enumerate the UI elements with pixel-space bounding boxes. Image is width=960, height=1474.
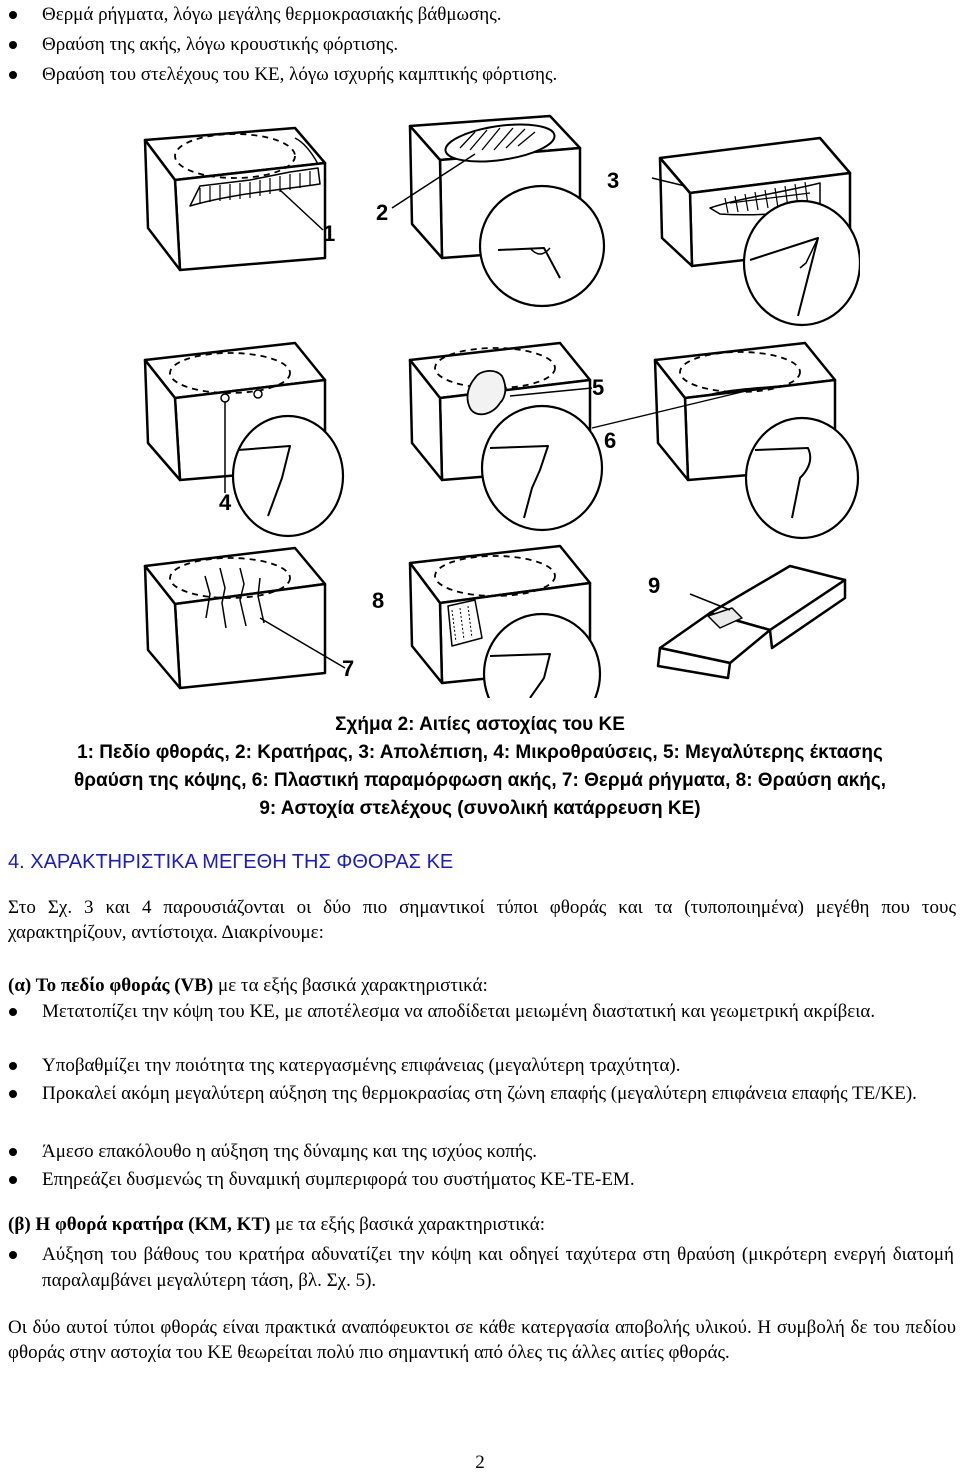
figure-label-5: 5: [592, 375, 605, 400]
intro-paragraph: Στο Σχ. 3 και 4 παρουσιάζονται οι δύο πιο σημαντικοί τύποι φθοράς και τα (τυποποιημένα) μεγέθη που τους χαρακτηρίζουν, αντίστοιχα. Διακρίνουμε:: [8, 897, 956, 943]
bullet-icon: [9, 1090, 17, 1098]
tool-failure-figure: [130, 98, 860, 698]
section-heading: 4. ΧΑΡΑΚΤΗΡΙΣΤΙΚΑ ΜΕΓΕΘΗ ΤΗΣ ΦΘΟΡΑΣ ΚΕ: [8, 851, 454, 873]
bullet-icon: [9, 41, 17, 49]
figure-label-8: 8: [372, 588, 385, 613]
bullet-text: Αύξηση του βάθους του κρατήρα αδυνατίζει την κόψη και οδηγεί ταχύτερα στη θραύση (μικρότερη ενεργή διατομή παραλαμβάνει μεγαλύτερη τάση, βλ. Σχ. 5).: [42, 1244, 954, 1291]
block-7-drawing: [145, 548, 345, 688]
subsection-a-heading: [8, 973, 956, 998]
figure-label-2: 2: [376, 200, 389, 225]
bullet-text: Θερμά ρήγματα, λόγω μεγάλης θερμοκρασιακής βάθμωσης.: [42, 4, 502, 25]
block-2-drawing: [392, 116, 604, 306]
bullet-text: Επηρεάζει δυσμενώς τη δυναμική συμπεριφορά του συστήματος ΚΕ-ΤΕ-ΕΜ.: [42, 1169, 635, 1190]
figure-label-4: 4: [219, 490, 232, 515]
block-8-drawing: [410, 546, 600, 698]
subsection-a-rest: με τα εξής βασικά χαρακτηριστικά:: [213, 975, 488, 996]
bullet-icon: [9, 1148, 17, 1156]
bullet-icon: [9, 11, 17, 19]
block-3-drawing: [652, 138, 860, 325]
bullet-icon: [9, 1008, 17, 1016]
block-4-drawing: [145, 343, 343, 536]
subsection-a-title: (α) Το πεδίο φθοράς (VB): [8, 975, 214, 996]
figure-label-9: 9: [648, 573, 661, 598]
subsection-b-title: (β) Η φθορά κρατήρα (ΚΜ, ΚΤ): [8, 1214, 271, 1235]
block-1-drawing: [145, 128, 325, 270]
bullet-icon: [9, 1251, 17, 1259]
tool-9-drawing: [658, 566, 845, 678]
bullet-text: Μετατοπίζει την κόψη του ΚΕ, με αποτέλεσμα να αποδίδεται μειωμένη διαστατική και γεωμετρική ακρίβεια.: [42, 1001, 876, 1022]
figure-caption-line: θραύση της κόψης, 6: Πλαστική παραμόρφωση ακής, 7: Θερμά ρήγματα, 8: Θραύση ακής,: [73, 770, 887, 791]
page-number: 2: [475, 1452, 485, 1473]
bullet-text: Θραύση του στελέχους του ΚΕ, λόγω ισχυρής καμπτικής φόρτισης.: [42, 64, 558, 85]
bullet-icon: [9, 71, 17, 79]
subsection-b-rest: με τα εξής βασικά χαρακτηριστικά:: [270, 1214, 545, 1235]
bullet-text: Προκαλεί ακόμη μεγαλύτερη αύξηση της θερμοκρασίας στη ζώνη επαφής (μεγαλύτερη επιφάνεια επαφής ΤΕ/ΚΕ).: [42, 1083, 917, 1104]
bullet-text: Θραύση της ακής, λόγω κρουστικής φόρτισης.: [42, 34, 399, 55]
bullet-text: Άμεσο επακόλουθο η αύξηση της δύναμης και της ισχύος κοπής.: [42, 1141, 538, 1162]
bullet-icon: [9, 1062, 17, 1070]
figure-label-3: 3: [607, 168, 620, 193]
bullet-icon: [9, 1176, 17, 1184]
bullet-text: Υποβαθμίζει την ποιότητα της κατεργασμένης επιφάνειας (μεγαλύτερη τραχύτητα).: [42, 1055, 681, 1076]
subsection-b-heading: [8, 1212, 956, 1237]
figure-label-7: 7: [342, 656, 355, 681]
block-5-drawing: [410, 343, 605, 530]
figure-label-6: 6: [604, 428, 617, 453]
figure-caption-title: Σχήμα 2: Αιτίες αστοχίας του ΚΕ: [335, 714, 625, 735]
closing-paragraph: Οι δύο αυτοί τύποι φθοράς είναι πρακτικά αναπόφευκτοι σε κάθε κατεργασία αποβολής υλικού. Η συμβολή δε του πεδίου φθοράς στην αστοχία του ΚΕ θεωρείται πολύ πιο σημαντική από όλες τις άλλες αιτίες φθοράς.: [8, 1317, 956, 1363]
figure-caption-line: 9: Αστοχία στελέχους (συνολική κατάρρευση ΚΕ): [259, 798, 701, 819]
figure-caption-line: 1: Πεδίο φθοράς, 2: Κρατήρας, 3: Απολέπιση, 4: Μικροθραύσεις, 5: Μεγαλύτερης έκτασης: [77, 742, 883, 763]
figure-label-1: 1: [323, 221, 336, 246]
block-6-drawing: [592, 343, 858, 538]
